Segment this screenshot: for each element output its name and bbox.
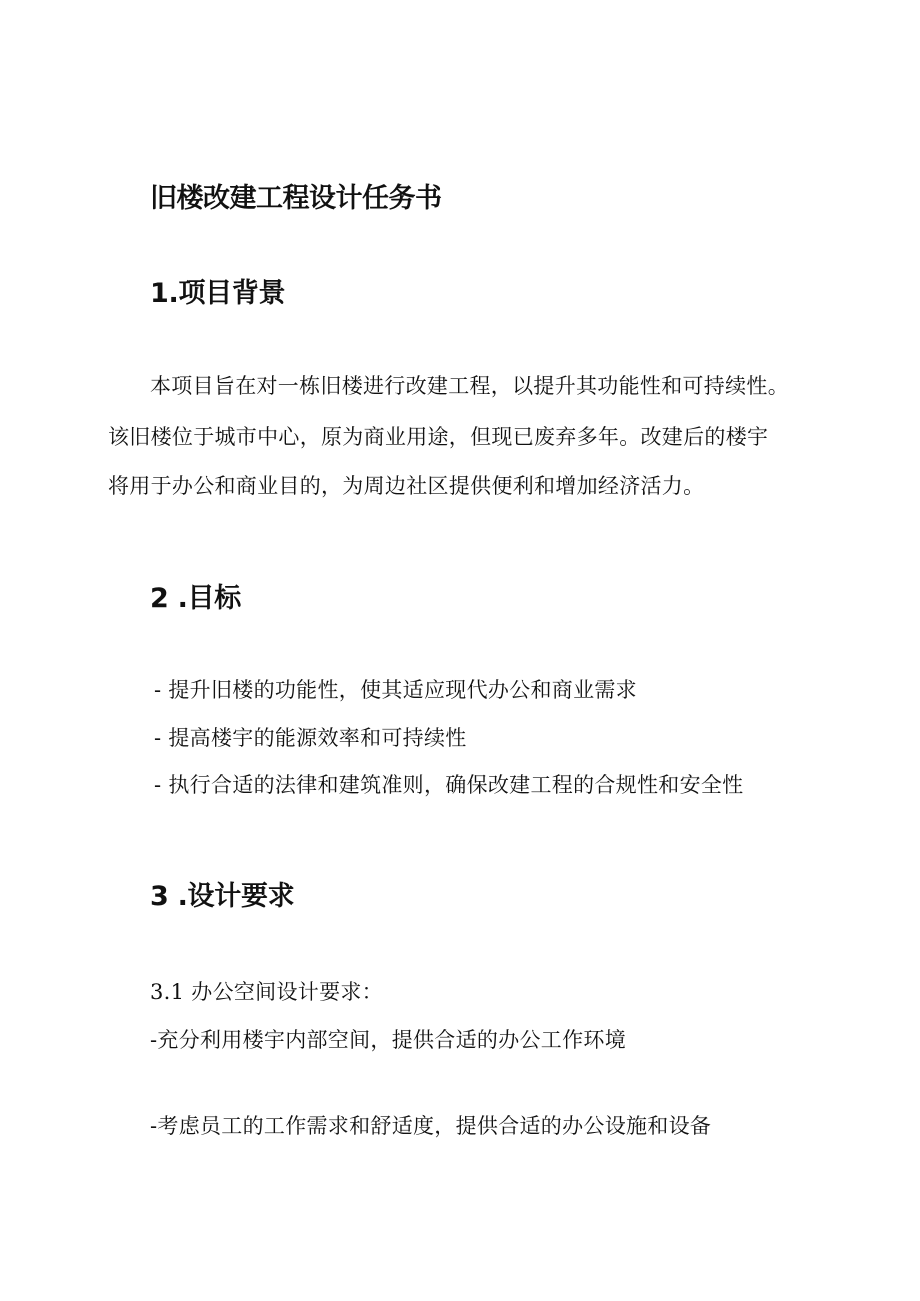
paragraph-line: 该旧楼位于城市中心，原为商业用途，但现已废弃多年。改建后的楼宇 [108, 425, 769, 449]
section-heading-background: 1.项目背景 [150, 278, 286, 309]
requirement-item: -充分利用楼宇内部空间，提供合适的办公工作环境 [150, 1028, 626, 1052]
requirement-item: -考虑员工的工作需求和舒适度，提供合适的办公设施和设备 [150, 1114, 712, 1138]
goal-item: - 提升旧楼的功能性，使其适应现代办公和商业需求 [154, 678, 637, 702]
section-heading-design-requirements: 3 .设计要求 [150, 881, 295, 912]
goal-item: - 执行合适的法律和建筑准则，确保改建工程的合规性和安全性 [154, 773, 744, 797]
document-title: 旧楼改建工程设计任务书 [150, 183, 442, 214]
subsection-heading: 3.1 办公空间设计要求： [150, 980, 383, 1004]
goal-item: - 提高楼宇的能源效率和可持续性 [154, 726, 467, 750]
section-heading-goals: 2 .目标 [150, 583, 241, 614]
paragraph-line: 将用于办公和商业目的，为周边社区提供便利和增加经济活力。 [108, 474, 705, 498]
paragraph-line: 本项目旨在对一栋旧楼进行改建工程，以提升其功能性和可持续性。 [150, 374, 789, 398]
